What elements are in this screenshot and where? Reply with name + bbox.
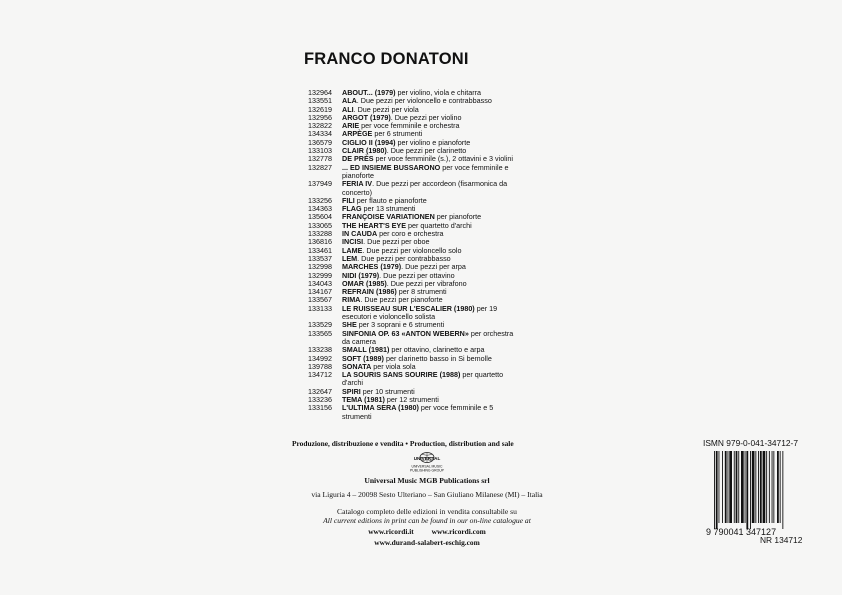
work-description bbox=[342, 164, 518, 181]
work-title: SHE bbox=[342, 320, 357, 330]
work-code: 134334 bbox=[308, 129, 332, 139]
work-code: 133133 bbox=[308, 303, 332, 313]
barcode-bar bbox=[755, 451, 756, 523]
barcode-bar bbox=[736, 451, 738, 523]
publisher-name: Universal Music MGB Publications srl bbox=[364, 476, 490, 485]
work-title: CLAIR (1980) bbox=[342, 146, 387, 156]
barcode-digits: 9 790041 347127 bbox=[706, 527, 777, 537]
work-title: ALI bbox=[342, 104, 354, 114]
work-title: ... ED INSIEME BUSSARONO bbox=[342, 162, 441, 172]
composer-name: FRANCO DONATONI bbox=[304, 50, 469, 68]
logo-sub2: PUBLISHING GROUP bbox=[410, 468, 444, 473]
work-code: 134167 bbox=[308, 287, 332, 297]
work-code: 133461 bbox=[308, 245, 332, 255]
work-code: 133256 bbox=[308, 195, 332, 205]
work-instrumentation: . Due pezzi per pianoforte bbox=[360, 295, 443, 305]
barcode-bar bbox=[728, 451, 729, 523]
work-title: LA SOURIS SANS SOURIRE (1988) bbox=[342, 370, 461, 380]
work-instrumentation: . Due pezzi per violino bbox=[390, 112, 462, 122]
work-instrumentation: per quartetto d'archi bbox=[342, 370, 504, 388]
barcode-bar bbox=[777, 451, 779, 523]
work-instrumentation: per violino, viola e chitarra bbox=[395, 88, 482, 97]
barcode-bar bbox=[782, 451, 783, 529]
work-title: SINFONIA OP. 63 «ANTON WEBERN» bbox=[342, 328, 469, 338]
work-instrumentation: per 6 strumenti bbox=[372, 129, 423, 139]
work-code: 132647 bbox=[308, 386, 332, 396]
work-row bbox=[308, 180, 518, 197]
work-code: 133551 bbox=[308, 96, 332, 106]
catalog-number: NR 134712 bbox=[760, 535, 803, 545]
work-title: NIDI (1979) bbox=[342, 270, 380, 280]
work-title: RIMA bbox=[342, 295, 361, 305]
barcode-bar bbox=[741, 451, 744, 523]
barcode-bar bbox=[725, 451, 727, 523]
work-title: FERIA IV bbox=[342, 179, 373, 189]
barcode-bar bbox=[716, 451, 718, 529]
work-title: THE HEART'S EYE bbox=[342, 220, 407, 230]
work-description bbox=[342, 371, 518, 388]
work-code: 139788 bbox=[308, 361, 332, 371]
work-row bbox=[308, 305, 518, 322]
work-title: SMALL (1981) bbox=[342, 345, 390, 355]
work-instrumentation: per viola sola bbox=[371, 361, 416, 371]
work-instrumentation: per 13 strumenti bbox=[361, 204, 416, 214]
work-title: OMAR (1985) bbox=[342, 278, 387, 288]
catalog-note-en: All current editions in print can be found in our on-line catalogue at bbox=[323, 516, 531, 525]
barcode-bar bbox=[745, 451, 746, 523]
work-title: DE PRÈS bbox=[342, 154, 374, 164]
work-code: 136816 bbox=[308, 237, 332, 247]
work-row bbox=[308, 164, 518, 181]
barcode-bar bbox=[714, 451, 715, 529]
work-code: 132999 bbox=[308, 270, 332, 280]
work-instrumentation: per coro e orchestra bbox=[377, 229, 444, 239]
work-code: 132998 bbox=[308, 262, 332, 272]
website-ricordi-com[interactable]: www.ricordi.com bbox=[431, 527, 486, 536]
work-instrumentation: per orchestra da camera bbox=[342, 328, 514, 346]
barcode-bar bbox=[752, 451, 755, 523]
work-instrumentation: per clarinetto basso in Si bemolle bbox=[383, 353, 492, 363]
work-title: MARCHES (1979) bbox=[342, 262, 402, 272]
catalog-note-it: Catalogo completo delle edizioni in vendita consultabile su bbox=[337, 507, 517, 516]
work-instrumentation: . Due pezzi per violoncello solo bbox=[362, 245, 462, 255]
work-code: 134992 bbox=[308, 353, 332, 363]
work-code: 132822 bbox=[308, 121, 332, 131]
work-instrumentation: per 19 esecutori e violoncello solista bbox=[342, 303, 498, 322]
work-title: FLAG bbox=[342, 204, 362, 214]
work-title: FILI bbox=[342, 195, 355, 205]
work-code: 134363 bbox=[308, 204, 332, 214]
work-title: SONATA bbox=[342, 361, 372, 371]
work-title: ARPÈGE bbox=[342, 129, 373, 139]
work-code: 133103 bbox=[308, 146, 332, 156]
work-title: IN CAUDA bbox=[342, 229, 378, 239]
barcode-bar bbox=[758, 451, 759, 523]
work-title: INCISI bbox=[342, 237, 364, 247]
website-durand[interactable]: www.durand-salabert-eschig.com bbox=[374, 538, 480, 547]
globe-logo-icon bbox=[282, 452, 572, 476]
work-row bbox=[308, 404, 518, 421]
website-links bbox=[282, 527, 572, 536]
barcode-bar bbox=[766, 451, 767, 523]
work-instrumentation: . Due pezzi per ottavino bbox=[379, 270, 455, 280]
work-title: L'ULTIMA SERA (1980) bbox=[342, 403, 419, 413]
work-title: REFRAIN (1986) bbox=[342, 287, 397, 297]
work-instrumentation: . Due pezzi per oboe bbox=[363, 237, 430, 247]
barcode bbox=[706, 451, 802, 539]
work-description bbox=[342, 180, 518, 197]
publisher-address: via Liguria 4 – 20098 Sesto Ulteriano – San Giuliano Milanese (MI) – Italia bbox=[311, 490, 543, 499]
work-instrumentation: . Due pezzi per accordeon (fisarmonica da concerto) bbox=[342, 179, 508, 197]
work-title: ALA bbox=[342, 96, 357, 106]
barcode-bar bbox=[773, 451, 774, 523]
barcode-bar bbox=[734, 451, 735, 523]
barcode-bar bbox=[780, 451, 781, 523]
work-title: FRANÇOISE VARIATIONEN bbox=[342, 212, 435, 222]
works-list bbox=[308, 89, 518, 421]
work-instrumentation: per quartetto d'archi bbox=[406, 220, 472, 230]
work-title: SOFT (1989) bbox=[342, 353, 384, 363]
logo-sub1: UNIVERSAL MUSIC bbox=[411, 464, 443, 469]
work-title: ABOUT... (1979) bbox=[342, 88, 396, 97]
work-instrumentation: . Due pezzi per viola bbox=[353, 104, 419, 114]
work-row bbox=[308, 371, 518, 388]
work-title: ARGOT (1979) bbox=[342, 112, 391, 122]
work-instrumentation: . Due pezzi per contrabbasso bbox=[357, 253, 451, 263]
work-code: 133567 bbox=[308, 295, 332, 305]
work-title: LAME bbox=[342, 245, 363, 255]
work-description bbox=[342, 305, 518, 322]
work-code: 132964 bbox=[308, 88, 332, 97]
work-code: 132827 bbox=[308, 162, 332, 172]
work-code: 133537 bbox=[308, 253, 332, 263]
work-instrumentation: per ottavino, clarinetto e arpa bbox=[389, 345, 485, 355]
barcode-bar bbox=[760, 451, 762, 523]
barcode-bar bbox=[738, 451, 739, 523]
work-title: LEM bbox=[342, 253, 358, 263]
work-instrumentation: per 3 soprani e 6 strumenti bbox=[356, 320, 445, 330]
barcode-bar bbox=[719, 451, 720, 523]
work-instrumentation: . Due pezzi per arpa bbox=[401, 262, 466, 272]
work-instrumentation: per flauto e pianoforte bbox=[354, 195, 427, 205]
work-code: 135604 bbox=[308, 212, 332, 222]
work-row bbox=[308, 330, 518, 347]
work-description bbox=[342, 404, 518, 421]
work-title: LE RUISSEAU SUR L'ESCALIER (1980) bbox=[342, 303, 475, 313]
work-code: 132619 bbox=[308, 104, 332, 114]
work-description bbox=[342, 330, 518, 347]
work-instrumentation: . Due pezzi per clarinetto bbox=[386, 146, 467, 156]
work-instrumentation: per 8 strumenti bbox=[396, 287, 447, 297]
logo-word: UNIVERSAL bbox=[413, 456, 441, 461]
work-code: 132778 bbox=[308, 154, 332, 164]
barcode-bar bbox=[746, 451, 748, 529]
work-title: ARIE bbox=[342, 121, 360, 131]
work-instrumentation: per voce femminile e pianoforte bbox=[342, 162, 509, 180]
work-instrumentation: per violino e pianoforte bbox=[395, 137, 471, 147]
work-code: 132956 bbox=[308, 112, 332, 122]
work-code: 133065 bbox=[308, 220, 332, 230]
barcode-bar bbox=[769, 451, 770, 523]
work-code: 133288 bbox=[308, 229, 332, 239]
barcode-bar bbox=[729, 451, 732, 523]
website-ricordi-it[interactable]: www.ricordi.it bbox=[368, 527, 414, 536]
work-code: 136579 bbox=[308, 137, 332, 147]
ismn-code: ISMN 979-0-041-34712-7 bbox=[703, 438, 798, 448]
work-instrumentation: per voce femminile e 5 strumenti bbox=[342, 403, 494, 421]
work-code: 133238 bbox=[308, 345, 332, 355]
work-instrumentation: . Due pezzi per violoncello e contrabbasso bbox=[356, 96, 492, 106]
barcode-bar bbox=[750, 451, 751, 529]
barcode-bar bbox=[722, 451, 723, 523]
work-title: TEMA (1981) bbox=[342, 394, 385, 404]
barcode-bar bbox=[763, 451, 766, 523]
work-instrumentation: per 12 strumenti bbox=[384, 394, 439, 404]
barcode-bar bbox=[772, 451, 773, 523]
production-line: Produzione, distribuzione e vendita • Production, distribution and sale bbox=[292, 439, 514, 448]
work-code: 137949 bbox=[308, 179, 332, 189]
work-instrumentation: per 10 strumenti bbox=[360, 386, 415, 396]
work-instrumentation: . Due pezzi per vibrafono bbox=[386, 278, 467, 288]
work-code: 133236 bbox=[308, 394, 332, 404]
work-code: 134712 bbox=[308, 370, 332, 380]
work-instrumentation: per voce femminile e orchestra bbox=[359, 121, 460, 131]
work-title: CIGLIO II (1994) bbox=[342, 137, 396, 147]
work-code: 133529 bbox=[308, 320, 332, 330]
work-code: 133156 bbox=[308, 403, 332, 413]
work-code: 134043 bbox=[308, 278, 332, 288]
work-instrumentation: per voce femminile (s.), 2 ottavini e 3 violini bbox=[373, 154, 513, 164]
work-code: 133565 bbox=[308, 328, 332, 338]
work-instrumentation: per pianoforte bbox=[434, 212, 482, 222]
work-title: SPIRI bbox=[342, 386, 361, 396]
